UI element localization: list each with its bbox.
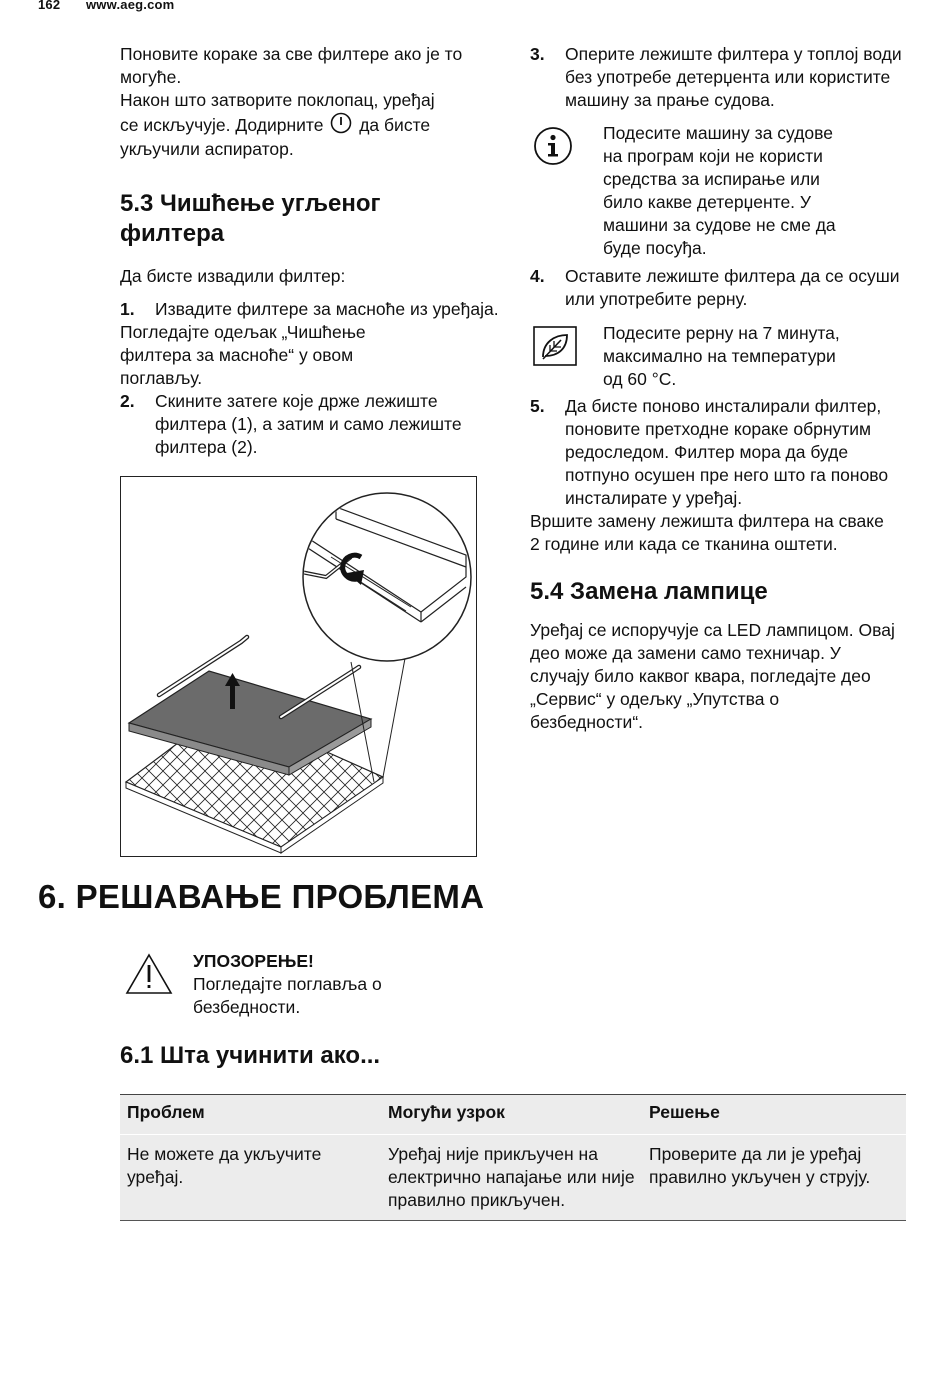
step-2-text: Скините затеге које држе лежиште филтера (1), а затим и само лежиште филтера (2). xyxy=(155,391,462,457)
left-column xyxy=(120,43,505,459)
table-header-row xyxy=(120,1095,906,1135)
step-1 xyxy=(120,298,505,321)
step-1-text: Извадите филтере за масноће из уређаја. xyxy=(155,299,499,319)
step-2-number: 2. xyxy=(120,391,135,411)
eco-note xyxy=(530,322,905,391)
section-5-3-title: 5.3 Чишћење угљеног филтера xyxy=(120,190,381,247)
step-4 xyxy=(530,265,905,311)
intro-line-1: Поновите кораке за све филтере ако је то могуће. xyxy=(120,44,463,87)
section-5-4-title: 5.4 Замена лампице xyxy=(530,578,768,605)
website-url: www.aeg.com xyxy=(86,0,175,12)
info-note xyxy=(530,122,905,260)
power-text-before: се искључује. Додирните xyxy=(120,115,324,135)
eco-leaf-icon xyxy=(533,326,577,371)
lamp-text: Уређај се испоручује са LED лампицом. Овај део може да замени само техничар. У случају било каквог квара, погледајте део „Сервис“ у одељку „Упутства о безбедности“. xyxy=(530,620,895,732)
warning-text: Погледајте поглавља о безбедности. xyxy=(193,974,382,1017)
header-solution: Решење xyxy=(642,1095,906,1135)
step-5-text: Да бисте поново инсталирали филтер, поновите претходне кораке обрнутим редоследом. Филтер мора да буде потпуно осушен пре него што га поново инсталирате у уређај. xyxy=(565,396,889,508)
right-column xyxy=(530,43,905,734)
power-text-end: укључили аспиратор. xyxy=(120,139,294,159)
intro-line-2: Након што затворите поклопац, уређај xyxy=(120,90,435,110)
step-1-note: Погледајте одељак „Чишћење филтера за масноће“ у овом поглављу. xyxy=(120,322,366,388)
info-note-text: Подесите машину за судове на програм који не користи средства за испирање или било какве детерџенте. У машини за судове не сме да буде посуђа. xyxy=(603,123,836,258)
cell-solution: Проверите да ли је уређај правилно укључен у струју. xyxy=(642,1135,906,1221)
power-icon xyxy=(330,112,352,144)
power-text-after: да бисте xyxy=(359,115,431,135)
header-cause: Могући узрок xyxy=(381,1095,642,1135)
filter-removal-illustration xyxy=(120,476,477,857)
step-5 xyxy=(530,395,905,510)
eco-note-text: Подесите рерну на 7 минута, максимално на температури од 60 °C. xyxy=(603,323,840,389)
header-problem: Проблем xyxy=(120,1095,381,1135)
replace-text: Вршите замену лежишта филтера на сваке 2 године или када се тканина оштети. xyxy=(530,511,884,554)
step-5-number: 5. xyxy=(530,396,545,416)
step-4-text: Оставите лежиште филтера да се осуши или употребите рерну. xyxy=(565,266,900,309)
warning-box xyxy=(125,950,465,1019)
page-number: 162 xyxy=(38,0,61,12)
warning-triangle-icon xyxy=(125,953,173,1000)
filter-diagram-svg xyxy=(121,477,476,856)
info-icon xyxy=(533,126,573,171)
table-row xyxy=(120,1135,906,1221)
troubleshooting-table xyxy=(120,1094,906,1221)
step-3-text: Оперите лежиште филтера у топлој води без употребе детерџента или користите машину за прање судова. xyxy=(565,44,902,110)
section-6-1-title: 6.1 Шта учинити ако... xyxy=(120,1042,381,1069)
cell-problem: Не можете да укључите уређај. xyxy=(120,1135,381,1221)
section-6-title: 6. РЕШАВАЊЕ ПРОБЛЕМА xyxy=(38,878,485,915)
step-3-number: 3. xyxy=(530,44,545,64)
step-4-number: 4. xyxy=(530,266,545,286)
step-3 xyxy=(530,43,905,112)
warning-title: УПОЗОРЕЊЕ! xyxy=(193,951,314,971)
step-1-number: 1. xyxy=(120,299,135,319)
step-2 xyxy=(120,390,500,459)
remove-intro: Да бисте извадили филтер: xyxy=(120,266,346,286)
cell-cause: Уређај није прикључен на електрично напајање или није правилно прикључен. xyxy=(381,1135,642,1221)
